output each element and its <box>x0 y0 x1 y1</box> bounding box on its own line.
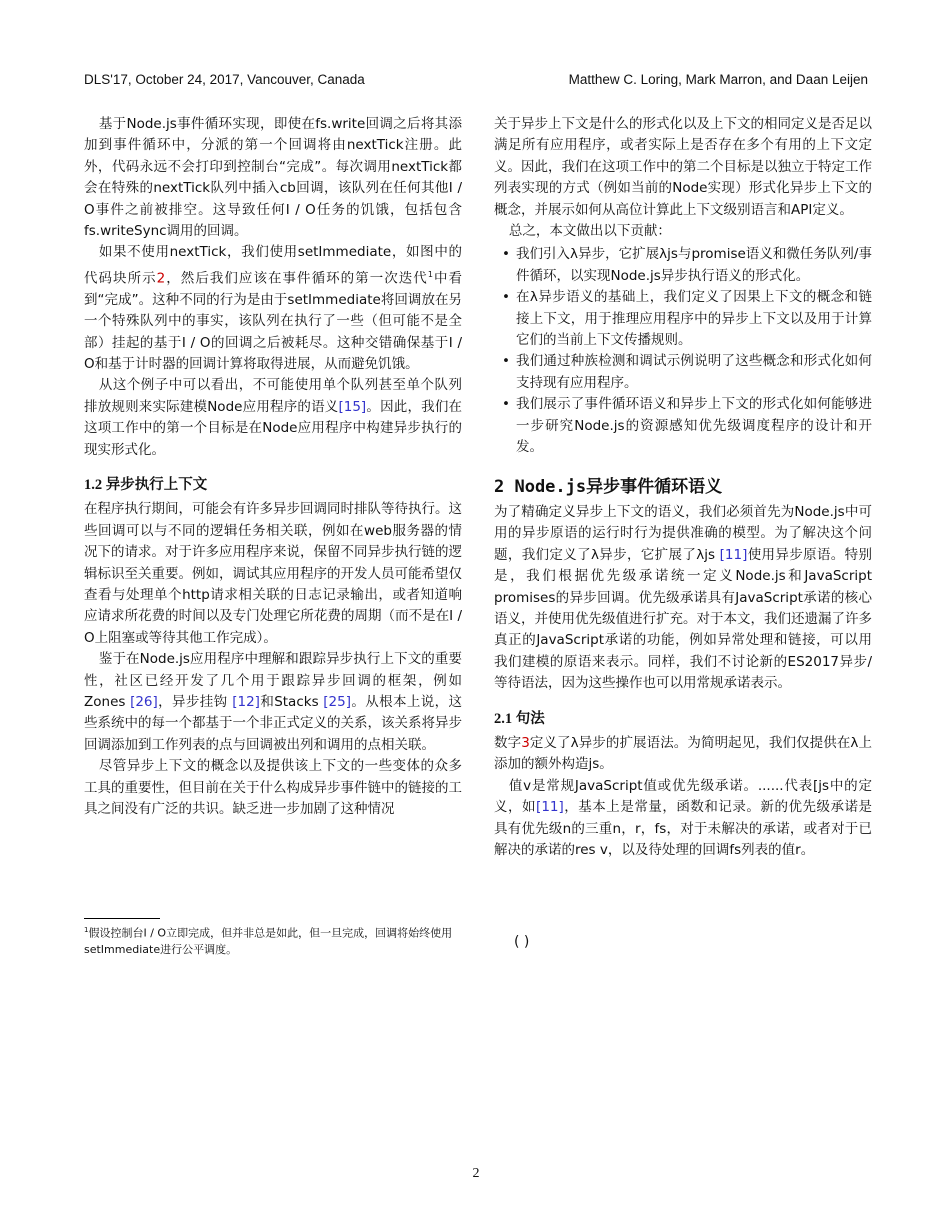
footnote <box>84 922 462 958</box>
section-heading-1-2: 1.2 异步执行上下文 <box>84 477 208 493</box>
list-item: • 我们通过种族检测和调试示例说明了这些概念和形式化如何支持现有应用程序。 <box>502 353 872 391</box>
paragraph-semantics-intro: 为了精确定义异步上下文的语义，我们必须首先为Node.js中可用的异步原语的运行时行为提供准确的模型。为了解决这个问题，我们定义了λ异步，它扩展了λjs [11]使用异步原语。特别是，我们根据优先级承诺统一定义Node.js和JavaScript promises的异步回调。优先级承诺具有JavaScript承诺的核心语义，并使用优先级值进行扩充。对于本文，我们还遗漏了许多真正的JavaScript承诺的功能，例如异常处理和链接，可以用我们建模的原语来表示。同样，我们不讨论新的ES2017异步/等待语法，因为这些操作也可以用常规承诺表示。 <box>494 503 872 692</box>
footnote-number: 1 <box>84 926 89 934</box>
parenthesis-glyph: ( ) <box>514 934 530 950</box>
citation-link[interactable]: [25] <box>323 694 351 711</box>
paragraph-nexttick: 基于Node.js事件循环实现，即使在fs.write回调之后将其添加到事件循环中，分派的第一个回调将由nextTick注册。此外，代码永远不会打印到控制台“完成”。每次调用nextTick都会在特殊的nextTick队列中插入cb回调，该队列在任何其他I / O事件之前被排空。这导致任何I / O任务的饥饿，包括包含fs.writeSync调用的回调。 <box>84 116 462 240</box>
figure-ref-link[interactable]: 2 <box>156 270 166 287</box>
right-column <box>494 114 872 861</box>
figure-ref-link[interactable]: 3 <box>521 734 530 751</box>
footnote-text: 假设控制台I / O立即完成，但并非总是如此，但一旦完成，回调将始终使用setImmediate进行公平调度。 <box>84 926 453 956</box>
bullet-icon: • <box>502 396 510 413</box>
left-column <box>84 114 462 821</box>
footnote-mark[interactable]: 1 <box>427 269 433 279</box>
list-item: • 我们引入λ异步，它扩展λjs与promise语义和微任务队列/事件循环，以实现Node.js异步执行语义的形式化。 <box>502 246 872 284</box>
list-item: • 在λ异步语义的基础上，我们定义了因果上下文的概念和链接上下文，用于推理应用程序中的异步上下文以及用于计算它们的当前上下文传播规则。 <box>502 289 872 349</box>
paragraph-async-context: 在程序执行期间，可能会有许多异步回调同时排队等待执行。这些回调可以与不同的逻辑任务相关联，例如在web服务器的情况下的请求。对于许多应用程序来说，保留不同异步执行链的逻辑标识至关重要。例如，调试其应用程序的开发人员可能希望仅查看与处理单个http请求相关联的日志记录输出，或者知道响应请求所花费的时间以及专门处理它所花费的周期（而不是在I / O上阻塞或等待其他工作完成）。 <box>84 501 462 646</box>
citation-link[interactable]: [11] <box>719 546 748 563</box>
paragraph-first-goal: 从这个例子中可以看出，不可能使用单个队列甚至单个队列排放规则来实际建模Node应用程序的语义[15]。因此，我们在这项工作中的第一个目标是在Node应用程序中构建异步执行的现实形式化。 <box>84 377 463 458</box>
bullet-icon: • <box>502 289 510 306</box>
section-heading-2: 2 Node.js异步事件循环语义 <box>494 476 723 497</box>
page-number: 2 <box>472 1166 480 1181</box>
paragraph-contributions-intro: 总之，本文做出以下贡献： <box>508 223 671 240</box>
citation-link[interactable]: [15] <box>338 398 367 415</box>
header-venue: DLS'17, October 24, 2017, Vancouver, Canada <box>84 72 365 87</box>
bullet-icon: • <box>502 246 510 263</box>
bullet-icon: • <box>502 353 510 370</box>
citation-link[interactable]: [11] <box>536 799 564 816</box>
section-heading-2-1: 2.1 句法 <box>494 710 545 727</box>
paragraph-syntax: 数字3定义了λ异步的扩展语法。为简明起见，我们仅提供在λ上添加的额外构造js。 <box>494 734 873 773</box>
paragraph-frameworks: 鉴于在Node.js应用程序中理解和跟踪异步执行上下文的重要性，社区已经开发了几个用于跟踪异步回调的框架，例如Zones [26]，异步挂钩 [12]和Stacks [25]。从根本上说，这些系统中的每一个都基于一个非正式定义的关系，该关系将异步回调添加到工作列表的点与回调被出列和调用的点相关联。 <box>84 651 462 753</box>
citation-link[interactable]: [26] <box>130 694 158 711</box>
paragraph-values: 值v是常规JavaScript值或优先级承诺。......代表[js中的定义，如[11]，基本上是常量，函数和记录。新的优先级承诺是具有优先级n的三重n，r，fs，对于未解决的承诺，或者对于已解决的承诺的res v，以及待处理的回调fs列表的值r。 <box>494 777 873 858</box>
list-item: • 我们展示了事件循环语义和异步上下文的形式化如何能够进一步研究Node.js的资源感知优先级调度程序的设计和开发。 <box>502 396 872 456</box>
running-header <box>84 72 868 92</box>
paragraph-second-goal: 关于异步上下文是什么的形式化以及上下文的相同定义是否足以满足所有应用程序，或者实际上是否存在多个有用的上下文定义。因此，我们在这项工作中的第二个目标是以独立于特定工作列表实现的方式（例如当前的Node实现）形式化异步上下文的概念，并展示如何从高位计算此上下文级别语言和API定义。 <box>494 116 872 218</box>
citation-link[interactable]: [12] <box>232 694 260 711</box>
paragraph-setimmediate: 如果不使用nextTick，我们使用setImmediate，如图中的代码块所示2，然后我们应该在事件循环的第一次迭代$^1$中看到“完成”。这种不同的行为是由于setImmediate将回调放在另一个特殊队列中的事实，该队列在执行了一些（但可能不是全部）挂起的基于I / O的回调之后被耗尽。这种交错确保基于I / O和基于计时器的回调计算将取得进展，从而避免饥饿。 <box>84 244 462 372</box>
paragraph-consensus: 尽管异步上下文的概念以及提供该上下文的一些变体的众多工具的重要性，但目前在关于什么构成异步事件链中的链接的工具之间没有广泛的共识。缺乏进一步加剧了这种情况 <box>84 758 462 818</box>
footnote-rule <box>84 918 160 919</box>
contributions-list <box>494 244 872 458</box>
header-authors: Matthew C. Loring, Mark Marron, and Daan Leijen <box>568 72 868 87</box>
